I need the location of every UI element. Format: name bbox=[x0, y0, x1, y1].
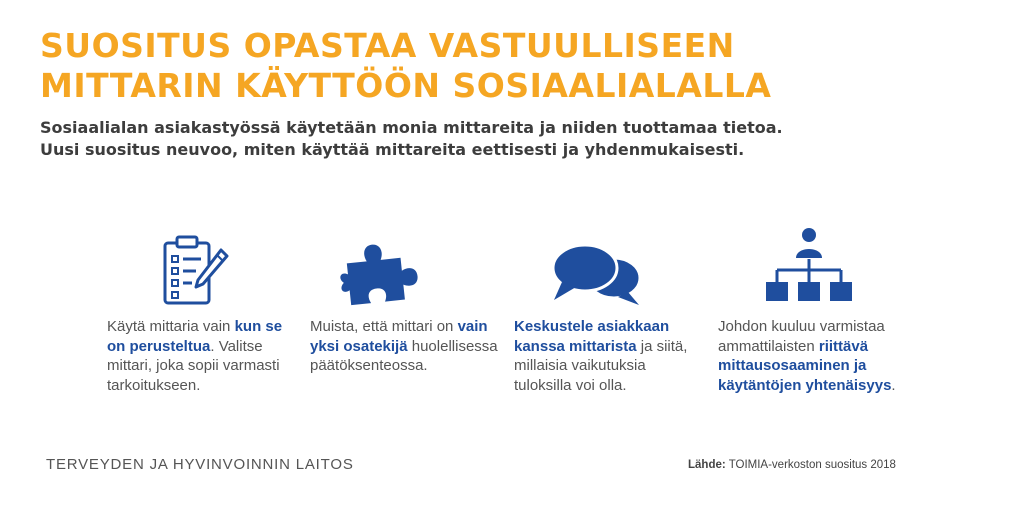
source-note bbox=[688, 459, 896, 471]
card-emphasis: riittävä mittausosaaminen ja käytäntöjen yhtenäisyys bbox=[718, 337, 892, 394]
org-chart-icon bbox=[762, 226, 856, 304]
title-line-2: MITTARIN KÄYTTÖÖN SOSIAALIALALLA bbox=[40, 66, 772, 105]
puzzle-piece-icon bbox=[340, 240, 420, 306]
title-line-1: SUOSITUS OPASTAA VASTUULLISEEN bbox=[40, 26, 735, 65]
organization-name: TERVEYDEN JA HYVINVOINNIN LAITOS bbox=[46, 456, 354, 473]
intro-text bbox=[40, 117, 783, 161]
intro-line-1: Sosiaalialan asiakastyössä käytetään monia mittareita ja niiden tuottamaa tietoa. bbox=[40, 118, 783, 137]
speech-bubbles-icon bbox=[548, 242, 644, 308]
card-text-4: Johdon kuuluu varmistaa ammattilaisten riittävä mittausosaaminen ja käytäntöjen yhtenäisyys. bbox=[718, 318, 896, 394]
infographic-title bbox=[40, 26, 771, 106]
clipboard-checklist-icon bbox=[158, 234, 230, 308]
source-label: Lähde: bbox=[688, 459, 726, 471]
card-emphasis: vain yksi osatekijä bbox=[310, 318, 488, 355]
card-emphasis: kun se on perusteltua bbox=[107, 318, 283, 355]
card-text-2: Muista, että mittari on vain yksi osatekijä huolellisessa päätöksenteossa. bbox=[310, 318, 498, 374]
card-text-3: Keskustele asiakkaan kanssa mittarista ja siitä, millaisia vaikutuksia tuloksilla voi olla. bbox=[514, 318, 688, 394]
card-text-1: Käytä mittaria vain kun se on perusteltua. Valitse mittari, joka sopii varmasti tarkoitukseen. bbox=[107, 318, 283, 394]
source-text: TOIMIA-verkoston suositus 2018 bbox=[725, 459, 896, 471]
card-emphasis: Keskustele asiakkaan kanssa mittarista bbox=[514, 318, 670, 355]
intro-line-2: Uusi suositus neuvoo, miten käyttää mittareita eettisesti ja yhdenmukaisesti. bbox=[40, 140, 745, 159]
